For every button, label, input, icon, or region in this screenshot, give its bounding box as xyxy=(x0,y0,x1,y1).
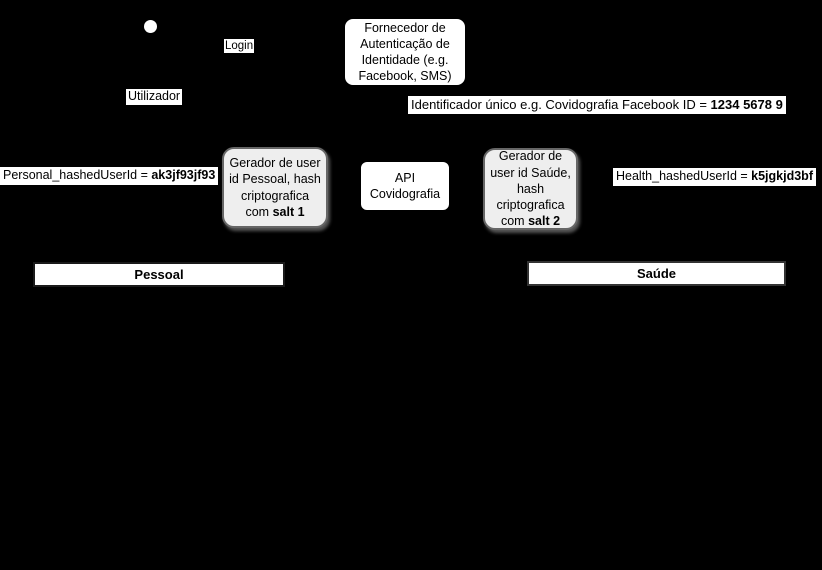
hash-generator-health-label xyxy=(485,146,576,231)
auth-provider-node xyxy=(343,17,467,87)
lane-header-saude: Saúde xyxy=(527,261,786,286)
login-message-label: Login xyxy=(225,40,254,52)
api-node-line1: API xyxy=(394,170,416,185)
health-hashed-userid-text: Health_hashedUserId = xyxy=(616,169,752,183)
user-actor-icon xyxy=(144,20,157,33)
personal-hashed-userid-label xyxy=(0,167,218,185)
hash-generator-personal-node xyxy=(222,147,328,228)
actor-label: Utilizador xyxy=(128,89,181,103)
lane-header-pessoal: Pessoal xyxy=(33,262,285,287)
hash-generator-health-salt: salt 2 xyxy=(528,214,561,229)
hash-generator-personal-text: Gerador de user id Pessoal, hash criptografica com xyxy=(229,156,321,219)
personal-hashed-userid-text: Personal_hashedUserId = xyxy=(3,168,152,182)
hash-generator-personal-salt: salt 1 xyxy=(272,204,305,219)
personal-hashed-userid-value: ak3jf93jf93 xyxy=(151,168,216,182)
health-hashed-userid-label xyxy=(613,168,816,186)
unique-identifier-text: Identificador único e.g. Covidografia Facebook ID = xyxy=(411,97,711,112)
hash-generator-health-text: Gerador de user id Saúde, hash criptografica com xyxy=(490,149,571,229)
api-node-label xyxy=(366,168,444,205)
hash-generator-health-node xyxy=(483,148,578,230)
hash-generator-personal-label xyxy=(224,153,326,222)
health-hashed-userid-value: k5jgkjd3bf xyxy=(751,169,813,183)
auth-provider-label: Fornecedor de Autenticação de Identidade (e.g. Facebook, SMS) xyxy=(358,20,452,84)
unique-identifier-value: 1234 5678 9 xyxy=(710,97,783,112)
unique-identifier-label xyxy=(408,96,786,114)
api-node-line2: Covidografia xyxy=(369,187,441,201)
api-node xyxy=(359,160,451,212)
